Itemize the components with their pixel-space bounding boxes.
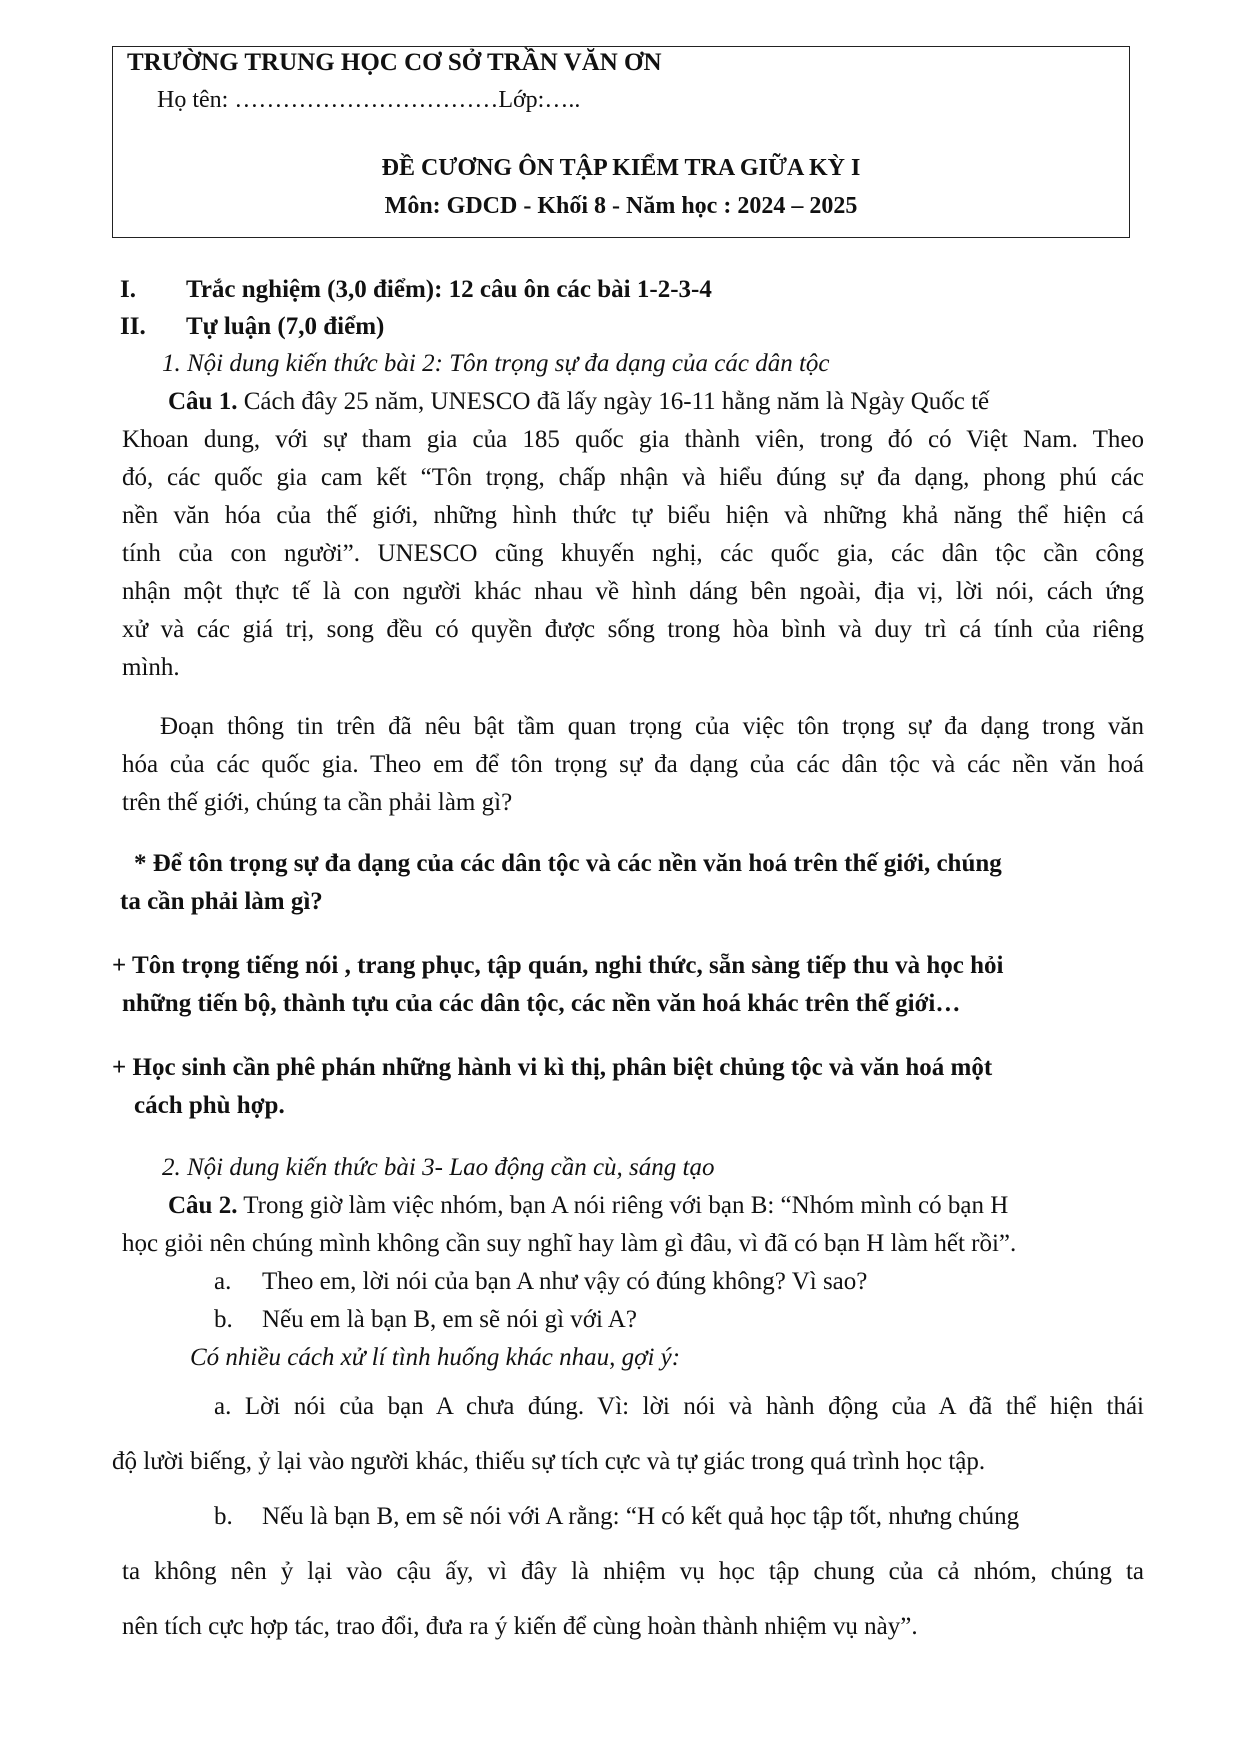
section-2 bbox=[120, 313, 384, 341]
question-2-line: học giỏi nên chúng mình không cần suy nghĩ hay làm gì đâu, vì đã có bạn H làm hết rồi”. bbox=[122, 1230, 1017, 1257]
sub-question-b-label: b. bbox=[214, 1306, 233, 1333]
question-1-label: Câu 1. bbox=[168, 388, 238, 415]
paragraph-line: trên thế giới, chúng ta cần phải làm gì? bbox=[122, 789, 513, 816]
paragraph-line: hóa của các quốc gia. Theo em để tôn trọng sự đa dạng của các dân tộc và các nền văn hoá bbox=[122, 751, 1144, 778]
question-2-text: Trong giờ làm việc nhóm, bạn A nói riêng với bạn B: “Nhóm mình có bạn H bbox=[237, 1192, 1009, 1219]
sub-question-a bbox=[214, 1268, 867, 1296]
answer-b-line: nên tích cực hợp tác, trao đổi, đưa ra ý kiến để cùng hoàn thành nhiệm vụ này”. bbox=[122, 1613, 918, 1640]
answer-b-line: ta không nên ỷ lại vào cậu ấy, vì đây là nhiệm vụ học tập chung của cả nhóm, chúng ta bbox=[122, 1558, 1144, 1585]
question-1-line: xử và các giá trị, song đều có quyền được sống trong hòa bình và duy trì cá tính của riêng bbox=[122, 616, 1144, 643]
answer-a-line: a. Lời nói của bạn A chưa đúng. Vì: lời nói và hành động của A đã thể hiện thái bbox=[214, 1393, 1144, 1420]
question-1-line: Khoan dung, với sự tham gia của 185 quốc gia thành viên, trong đó có Việt Nam. Theo bbox=[122, 426, 1144, 453]
answer-b-line bbox=[214, 1503, 1019, 1531]
answer-point-1: những tiến bộ, thành tựu của các dân tộc, các nền văn hoá khác trên thế giới… bbox=[122, 990, 961, 1017]
part-1-heading: 1. Nội dung kiến thức bài 2: Tôn trọng sự đa dạng của các dân tộc bbox=[162, 350, 830, 377]
sub-question-a-text: Theo em, lời nói của bạn A như vậy có đúng không? Vì sao? bbox=[262, 1268, 868, 1295]
question-1-line: tính của con người”. UNESCO cũng khuyến nghị, các quốc gia, các dân tộc cần công bbox=[122, 540, 1144, 567]
answer-point-2: + Học sinh cần phê phán những hành vi kì thị, phân biệt chủng tộc và văn hoá một bbox=[112, 1054, 993, 1081]
answer-point-1: + Tôn trọng tiếng nói , trang phục, tập quán, nghi thức, sẵn sàng tiếp thu và học hỏi bbox=[112, 952, 1004, 979]
answer-question-line: * Để tôn trọng sự đa dạng của các dân tộc và các nền văn hoá trên thế giới, chúng bbox=[134, 850, 1002, 877]
question-1-line: nhận một thực tế là con người khác nhau về hình dáng bên ngoài, địa vị, lời nói, cách ứng bbox=[122, 578, 1144, 605]
sub-question-b bbox=[214, 1306, 637, 1334]
question-1-line: đó, các quốc gia cam kết “Tôn trọng, chấp nhận và hiểu đúng sự đa dạng, phong phú các bbox=[122, 464, 1144, 491]
part-2-heading: 2. Nội dung kiến thức bài 3- Lao động cần cù, sáng tạo bbox=[162, 1154, 715, 1181]
paragraph-line: Đoạn thông tin trên đã nêu bật tầm quan trọng của việc tôn trọng sự đa dạng trong văn bbox=[160, 713, 1144, 740]
question-1-text: Cách đây 25 năm, UNESCO đã lấy ngày 16-11 hằng năm là Ngày Quốc tế bbox=[237, 388, 990, 415]
section-2-number: II. bbox=[120, 313, 146, 340]
question-2-label: Câu 2. bbox=[168, 1192, 238, 1219]
question-1-line: nền văn hóa của thế giới, những hình thức tự biểu hiện và những khả năng thể hiện cá bbox=[122, 502, 1144, 529]
subject-line: Môn: GDCD - Khối 8 - Năm học : 2024 – 2025 bbox=[384, 193, 858, 219]
answer-a-line: độ lười biếng, ỷ lại vào người khác, thiếu sự tích cực và tự giác trong quá trình học tập. bbox=[112, 1448, 986, 1475]
section-1 bbox=[120, 276, 712, 304]
question-2-line bbox=[168, 1192, 1008, 1220]
document-title: ĐỀ CƯƠNG ÔN TẬP KIỂM TRA GIỮA KỲ I bbox=[381, 155, 861, 181]
document-header bbox=[112, 46, 1130, 238]
answer-b-label: b. bbox=[214, 1503, 233, 1530]
student-name-class-line: Họ tên: ……………………………Lớp:….. bbox=[157, 87, 581, 113]
section-2-text: Tự luận (7,0 điểm) bbox=[186, 313, 385, 340]
question-1-line: mình. bbox=[122, 654, 180, 681]
section-1-number: I. bbox=[120, 276, 136, 303]
hint-line: Có nhiều cách xử lí tình huống khác nhau, gợi ý: bbox=[190, 1344, 681, 1371]
section-1-text: Trắc nghiệm (3,0 điểm): 12 câu ôn các bài 1-2-3-4 bbox=[186, 276, 712, 303]
sub-question-a-label: a. bbox=[214, 1268, 232, 1295]
answer-b-text: Nếu là bạn B, em sẽ nói với A rằng: “H có kết quả học tập tốt, nhưng chúng bbox=[262, 1503, 1020, 1530]
sub-question-b-text: Nếu em là bạn B, em sẽ nói gì với A? bbox=[262, 1306, 637, 1333]
answer-point-2: cách phù hợp. bbox=[134, 1092, 285, 1119]
question-1-line bbox=[168, 388, 989, 416]
answer-question-line: ta cần phải làm gì? bbox=[120, 888, 323, 915]
school-name: TRƯỜNG TRUNG HỌC CƠ SỞ TRẦN VĂN ƠN bbox=[127, 49, 662, 76]
